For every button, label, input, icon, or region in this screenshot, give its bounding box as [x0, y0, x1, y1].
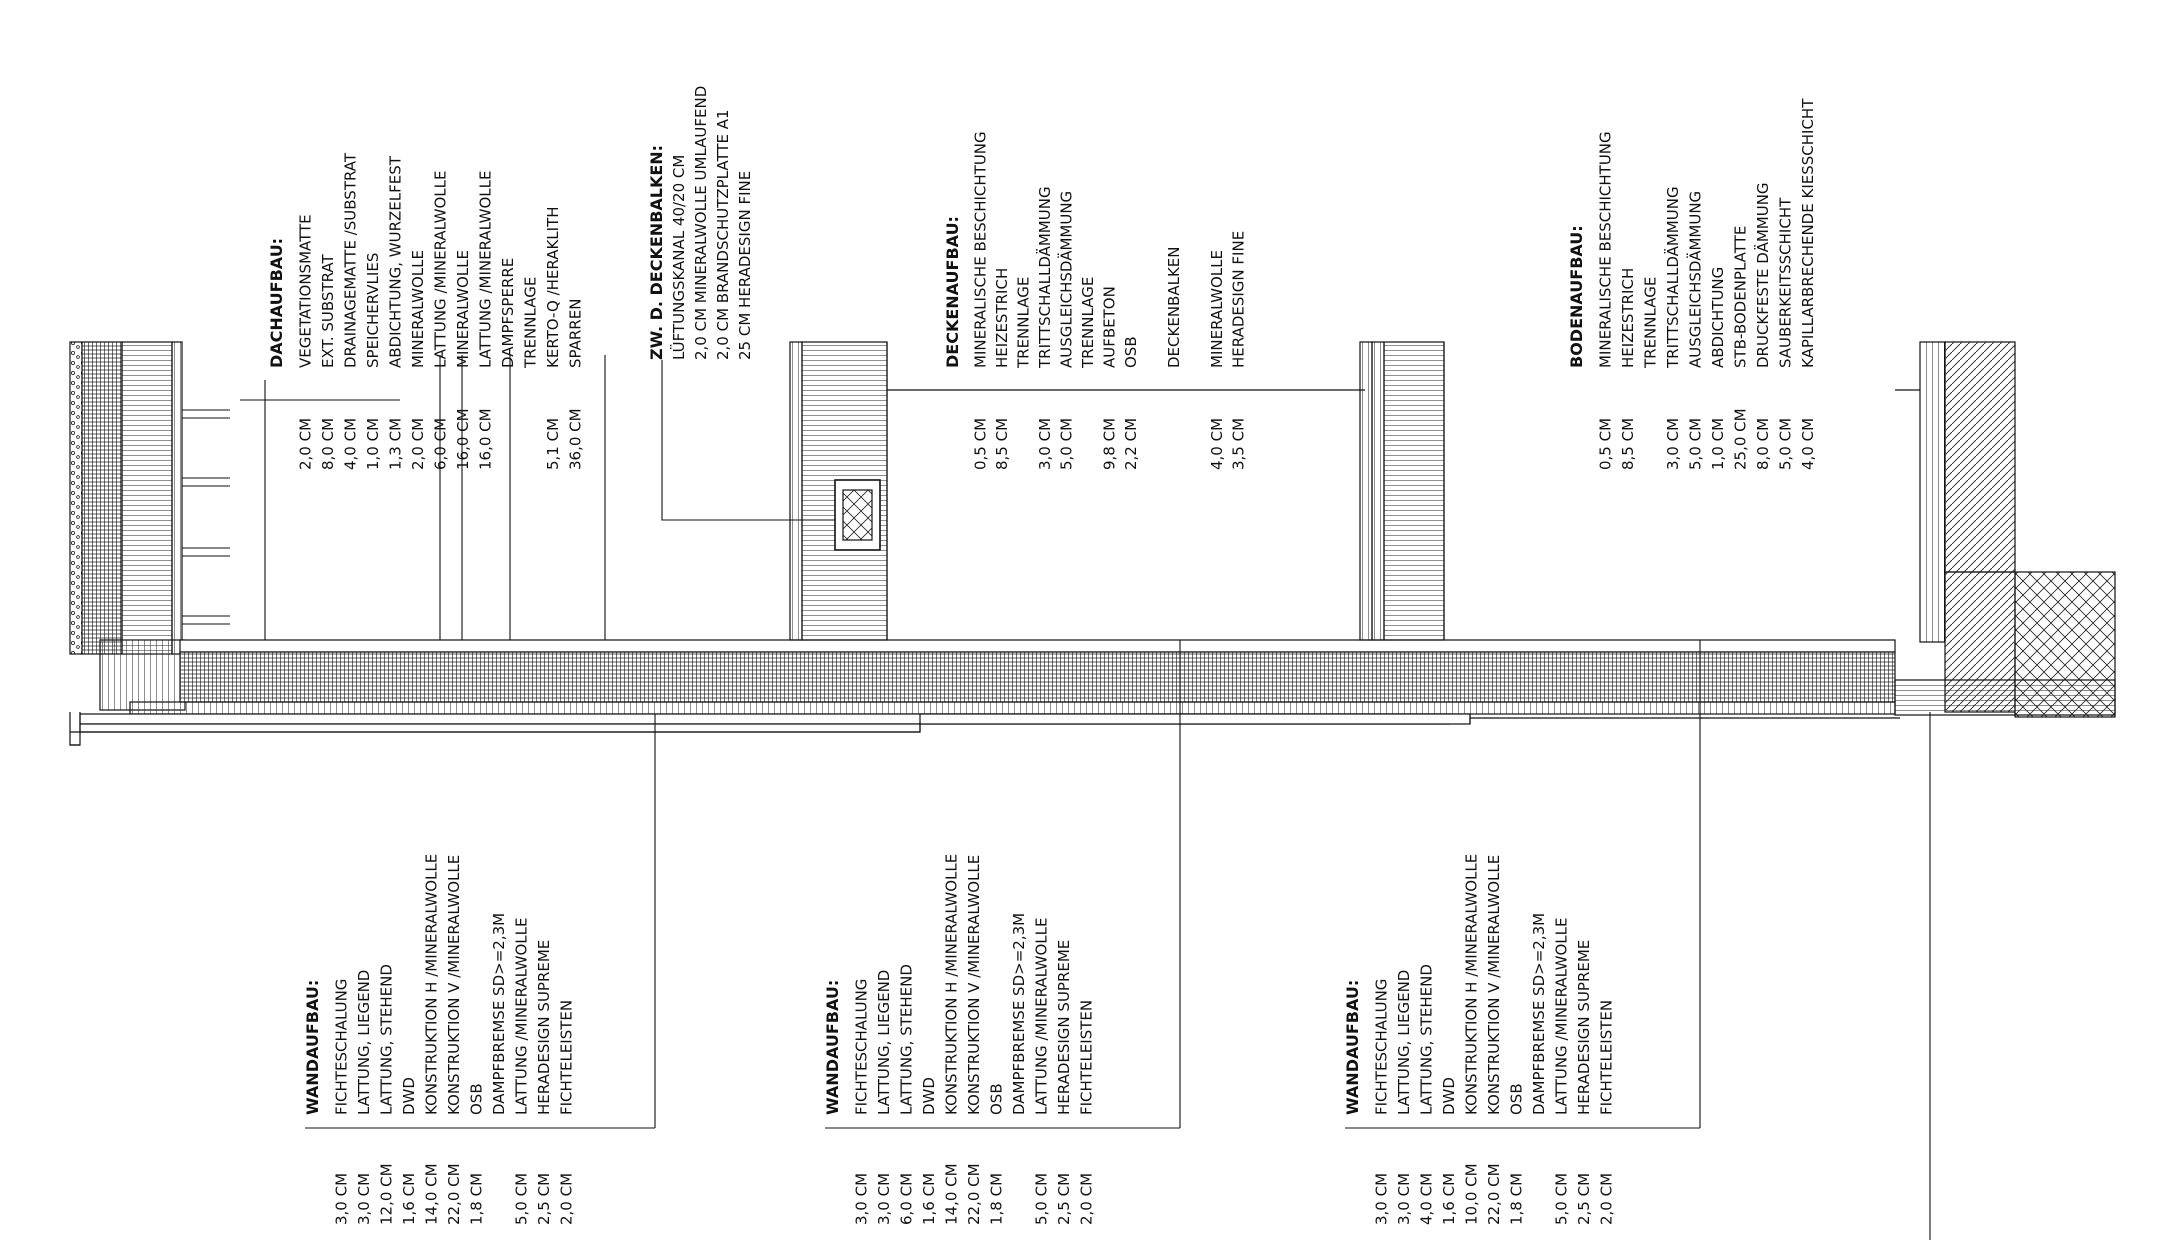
- block-title: BODENAUFBAU:: [1567, 225, 1586, 368]
- layer-label: DECKENBALKEN: [1165, 246, 1183, 368]
- layer-dimension: 2,0 CM: [1077, 1172, 1096, 1225]
- layer-label: DAMPFBREMSE SD>=2,3M: [1010, 912, 1028, 1115]
- floor-slab: [1920, 342, 1945, 642]
- ceiling-2-slab: [1372, 342, 1384, 640]
- layer-label: 25 CM HERADESIGN FINE: [736, 170, 754, 360]
- layer-label: FICHTELEISTEN: [1597, 999, 1616, 1115]
- layer-dimension: 1,6 CM: [1440, 1172, 1458, 1225]
- wall-band-cladding: [80, 724, 920, 732]
- layer-label: OSB: [987, 1083, 1006, 1115]
- layer-label: OSB: [1507, 1083, 1526, 1115]
- layer-label: MINERALWOLLE: [409, 250, 427, 368]
- block-title: WANDAUFBAU:: [1343, 979, 1362, 1115]
- floor-concrete: [1945, 342, 2015, 572]
- layer-dimension: 3,0 CM: [355, 1172, 373, 1225]
- layer-dimension: 0,5 CM: [1596, 417, 1615, 470]
- layer-label: MINERALWOLLE: [454, 250, 472, 368]
- layer-dimension: 4,0 CM: [1208, 417, 1226, 470]
- layer-label: MINERALISCHE BESCHICHTUNG: [971, 131, 990, 368]
- layer-dimension: 5,0 CM: [1686, 417, 1705, 470]
- layer-label: DWD: [920, 1077, 938, 1115]
- layer-label: AUFBETON: [1100, 286, 1119, 368]
- layer-dimension: 14,0 CM: [942, 1163, 961, 1225]
- layer-dimension: 2,0 CM: [409, 417, 427, 470]
- layer-dimension: 5,1 CM: [544, 417, 562, 470]
- layer-label: HEIZESTRICH: [1619, 267, 1637, 368]
- layer-label: KONSTRUKTION H /MINERALWOLLE: [422, 853, 441, 1115]
- layer-label: HERADESIGN SUPREME: [535, 939, 553, 1115]
- layer-label: FICHTESCHALUNG: [1372, 978, 1391, 1115]
- layer-dimension: 3,0 CM: [1395, 1172, 1413, 1225]
- layer-label: EXT. SUBSTRAT: [319, 254, 337, 368]
- layer-dimension: 2,5 CM: [535, 1172, 553, 1225]
- layer-dimension: 5,0 CM: [1552, 1172, 1571, 1225]
- layer-label: STB-BODENPLATTE: [1731, 225, 1750, 368]
- layer-dimension: 2,2 CM: [1122, 417, 1140, 470]
- roof-rafters: [172, 342, 182, 654]
- layer-label: LATTUNG, LIEGEND: [875, 969, 893, 1115]
- layer-label: KONSTRUKTION H /MINERALWOLLE: [1462, 853, 1481, 1115]
- layer-dimension: 3,0 CM: [875, 1172, 893, 1225]
- layer-label: KERTO-Q /HERAKLITH: [544, 206, 562, 368]
- roof-substrate-layer: [82, 342, 122, 654]
- wall-band-dense: [180, 652, 1895, 702]
- block-title: DECKENAUFBAU:: [943, 216, 962, 368]
- layer-label: HEIZESTRICH: [993, 267, 1011, 368]
- layer-label: TRENNLAGE: [1641, 276, 1660, 368]
- layer-dimension: 16,0 CM: [476, 408, 495, 470]
- layer-label: KAPILLARBRECHENDE KIESSCHICHT: [1799, 98, 1817, 368]
- layer-label: HERADESIGN SUPREME: [1055, 939, 1073, 1115]
- layer-dimension: 3,0 CM: [1036, 417, 1054, 470]
- roof-eave-block: [100, 640, 185, 710]
- layer-dimension: 3,5 CM: [1229, 417, 1248, 470]
- layer-dimension: 9,8 CM: [1100, 417, 1119, 470]
- layer-dimension: 5,0 CM: [1057, 417, 1076, 470]
- layer-dimension: 8,0 CM: [319, 417, 337, 470]
- layer-label: LATTUNG, STEHEND: [377, 964, 396, 1115]
- ceiling-2-body: [1384, 342, 1444, 640]
- layer-label: ABDICHTUNG, WURZELFEST: [386, 156, 405, 368]
- layer-label: DRUCKFESTE DÄMMUNG: [1754, 182, 1772, 368]
- layer-label: 2,0 CM MINERALWOLLE UMLAUFEND: [692, 85, 710, 360]
- layer-dimension: 5,0 CM: [1032, 1172, 1051, 1225]
- layer-label: 2,0 CM BRANDSCHUTZPLATTE A1: [714, 109, 732, 360]
- layer-label: TRITTSCHALLDÄMMUNG: [1664, 186, 1682, 368]
- layer-label: HERADESIGN FINE: [1229, 230, 1248, 368]
- layer-dimension: 1,6 CM: [920, 1172, 938, 1225]
- layer-dimension: 1,8 CM: [1507, 1172, 1526, 1225]
- layer-label: TRENNLAGE: [1079, 276, 1097, 368]
- layer-label: HERADESIGN SUPREME: [1575, 939, 1593, 1115]
- layer-label: ABDICHTUNG: [1709, 266, 1727, 368]
- layer-label: FICHTELEISTEN: [557, 999, 576, 1115]
- layer-dimension: 4,0 CM: [1799, 417, 1817, 470]
- layer-dimension: 2,0 CM: [296, 417, 315, 470]
- block-title: WANDAUFBAU:: [823, 979, 842, 1115]
- layer-dimension: 4,0 CM: [1417, 1172, 1436, 1225]
- layer-dimension: 4,0 CM: [341, 417, 360, 470]
- wall-band-cladding-2: [920, 714, 1470, 724]
- layer-dimension: 2,0 CM: [1597, 1172, 1616, 1225]
- layer-label: LATTUNG /MINERALWOLLE: [512, 917, 531, 1115]
- layer-dimension: 10,0 CM: [1462, 1163, 1481, 1225]
- layer-label: LÜFTUNGSKANAL 40/20 CM: [670, 154, 688, 360]
- layer-label: KONSTRUKTION V /MINERALWOLLE: [965, 854, 983, 1115]
- roof-vegetation-layer: [70, 342, 82, 654]
- layer-label: KONSTRUKTION V /MINERALWOLLE: [445, 854, 463, 1115]
- layer-label: SPARREN: [566, 298, 585, 368]
- layer-dimension: 6,0 CM: [897, 1172, 916, 1225]
- layer-dimension: 22,0 CM: [965, 1163, 983, 1225]
- layer-label: LATTUNG, STEHEND: [897, 964, 916, 1115]
- layer-label: MINERALWOLLE: [1208, 250, 1226, 368]
- layer-label: KONSTRUKTION H /MINERALWOLLE: [942, 853, 961, 1115]
- layer-label: FICHTELEISTEN: [1077, 999, 1096, 1115]
- layer-dimension: 1,3 CM: [386, 417, 405, 470]
- layer-dimension: 1,6 CM: [400, 1172, 418, 1225]
- layer-dimension: 8,0 CM: [1754, 417, 1772, 470]
- layer-label: KONSTRUKTION V /MINERALWOLLE: [1485, 854, 1503, 1115]
- layer-label: AUSGLEICHSDÄMMUNG: [1686, 190, 1705, 368]
- layer-label: TRENNLAGE: [1014, 276, 1033, 368]
- layer-dimension: 2,0 CM: [557, 1172, 576, 1225]
- layer-dimension: 1,0 CM: [364, 417, 382, 470]
- layer-dimension: 2,5 CM: [1055, 1172, 1073, 1225]
- layer-label: FICHTESCHALUNG: [332, 978, 351, 1115]
- layer-label: SPEICHERVLIES: [364, 252, 382, 368]
- layer-dimension: 16,0 CM: [454, 408, 472, 470]
- layer-label: LATTUNG /MINERALWOLLE: [1552, 917, 1571, 1115]
- layer-dimension: 22,0 CM: [445, 1163, 463, 1225]
- layer-dimension: 14,0 CM: [422, 1163, 441, 1225]
- block-title: DACHAUFBAU:: [267, 237, 286, 368]
- layer-label: DAMPFBREMSE SD>=2,3M: [490, 912, 508, 1115]
- layer-label: LATTUNG, STEHEND: [1417, 964, 1436, 1115]
- layer-dimension: 8,5 CM: [1619, 417, 1637, 470]
- layer-label: LATTUNG, LIEGEND: [355, 969, 373, 1115]
- layer-dimension: 12,0 CM: [377, 1163, 396, 1225]
- layer-label: DAMPFSPERRE: [499, 257, 517, 368]
- layer-label: AUSGLEICHSDÄMMUNG: [1057, 190, 1076, 368]
- layer-label: LATTUNG /MINERALWOLLE: [431, 170, 450, 368]
- layer-label: DRAINAGEMATTE /SUBSTRAT: [341, 152, 360, 368]
- layer-dimension: 1,8 CM: [987, 1172, 1006, 1225]
- roof-rafter-ticks: [182, 342, 230, 654]
- layer-dimension: 36,0 CM: [566, 408, 585, 470]
- layer-dimension: 5,0 CM: [512, 1172, 531, 1225]
- layer-dimension: 1,8 CM: [467, 1172, 486, 1225]
- layer-dimension: 0,5 CM: [971, 417, 990, 470]
- layer-dimension: 25,0 CM: [1731, 408, 1750, 470]
- foundation-footing: [1895, 680, 2115, 715]
- layer-label: TRENNLAGE: [521, 276, 540, 368]
- layer-dimension: 6,0 CM: [431, 417, 450, 470]
- layer-label: DWD: [400, 1077, 418, 1115]
- layer-dimension: 3,0 CM: [1664, 417, 1682, 470]
- layer-dimension: 3,0 CM: [332, 1172, 351, 1225]
- layer-dimension: 3,0 CM: [1372, 1172, 1391, 1225]
- layer-label: FICHTESCHALUNG: [852, 978, 871, 1115]
- block-title: ZW. D. DECKENBALKEN:: [647, 144, 666, 360]
- layer-dimension: 1,0 CM: [1709, 417, 1727, 470]
- block-title: WANDAUFBAU:: [303, 979, 322, 1115]
- layer-label: VEGETATIONSMATTE: [296, 214, 315, 368]
- ceiling-1-edge: [790, 342, 802, 640]
- ceiling-2-edge: [1360, 342, 1372, 640]
- layer-label: SAUBERKEITSSCHICHT: [1776, 197, 1795, 368]
- layer-dimension: 22,0 CM: [1485, 1163, 1503, 1225]
- layer-dimension: 2,5 CM: [1575, 1172, 1593, 1225]
- layer-dimension: 5,0 CM: [1776, 417, 1795, 470]
- layer-label: LATTUNG /MINERALWOLLE: [476, 170, 495, 368]
- layer-label: DWD: [1440, 1077, 1458, 1115]
- layer-label: MINERALISCHE BESCHICHTUNG: [1596, 131, 1615, 368]
- layer-label: LATTUNG, LIEGEND: [1395, 969, 1413, 1115]
- wall-band-mid: [130, 702, 1895, 714]
- roof-insulation-layer: [122, 342, 172, 654]
- layer-label: LATTUNG /MINERALWOLLE: [1032, 917, 1051, 1115]
- layer-dimension: 8,5 CM: [993, 417, 1011, 470]
- layer-dimension: 3,0 CM: [852, 1172, 871, 1225]
- layer-label: TRITTSCHALLDÄMMUNG: [1036, 186, 1054, 368]
- layer-label: DAMPFBREMSE SD>=2,3M: [1530, 912, 1548, 1115]
- layer-label: OSB: [467, 1083, 486, 1115]
- layer-label: OSB: [1122, 336, 1140, 368]
- wall-band-outer: [180, 640, 1895, 652]
